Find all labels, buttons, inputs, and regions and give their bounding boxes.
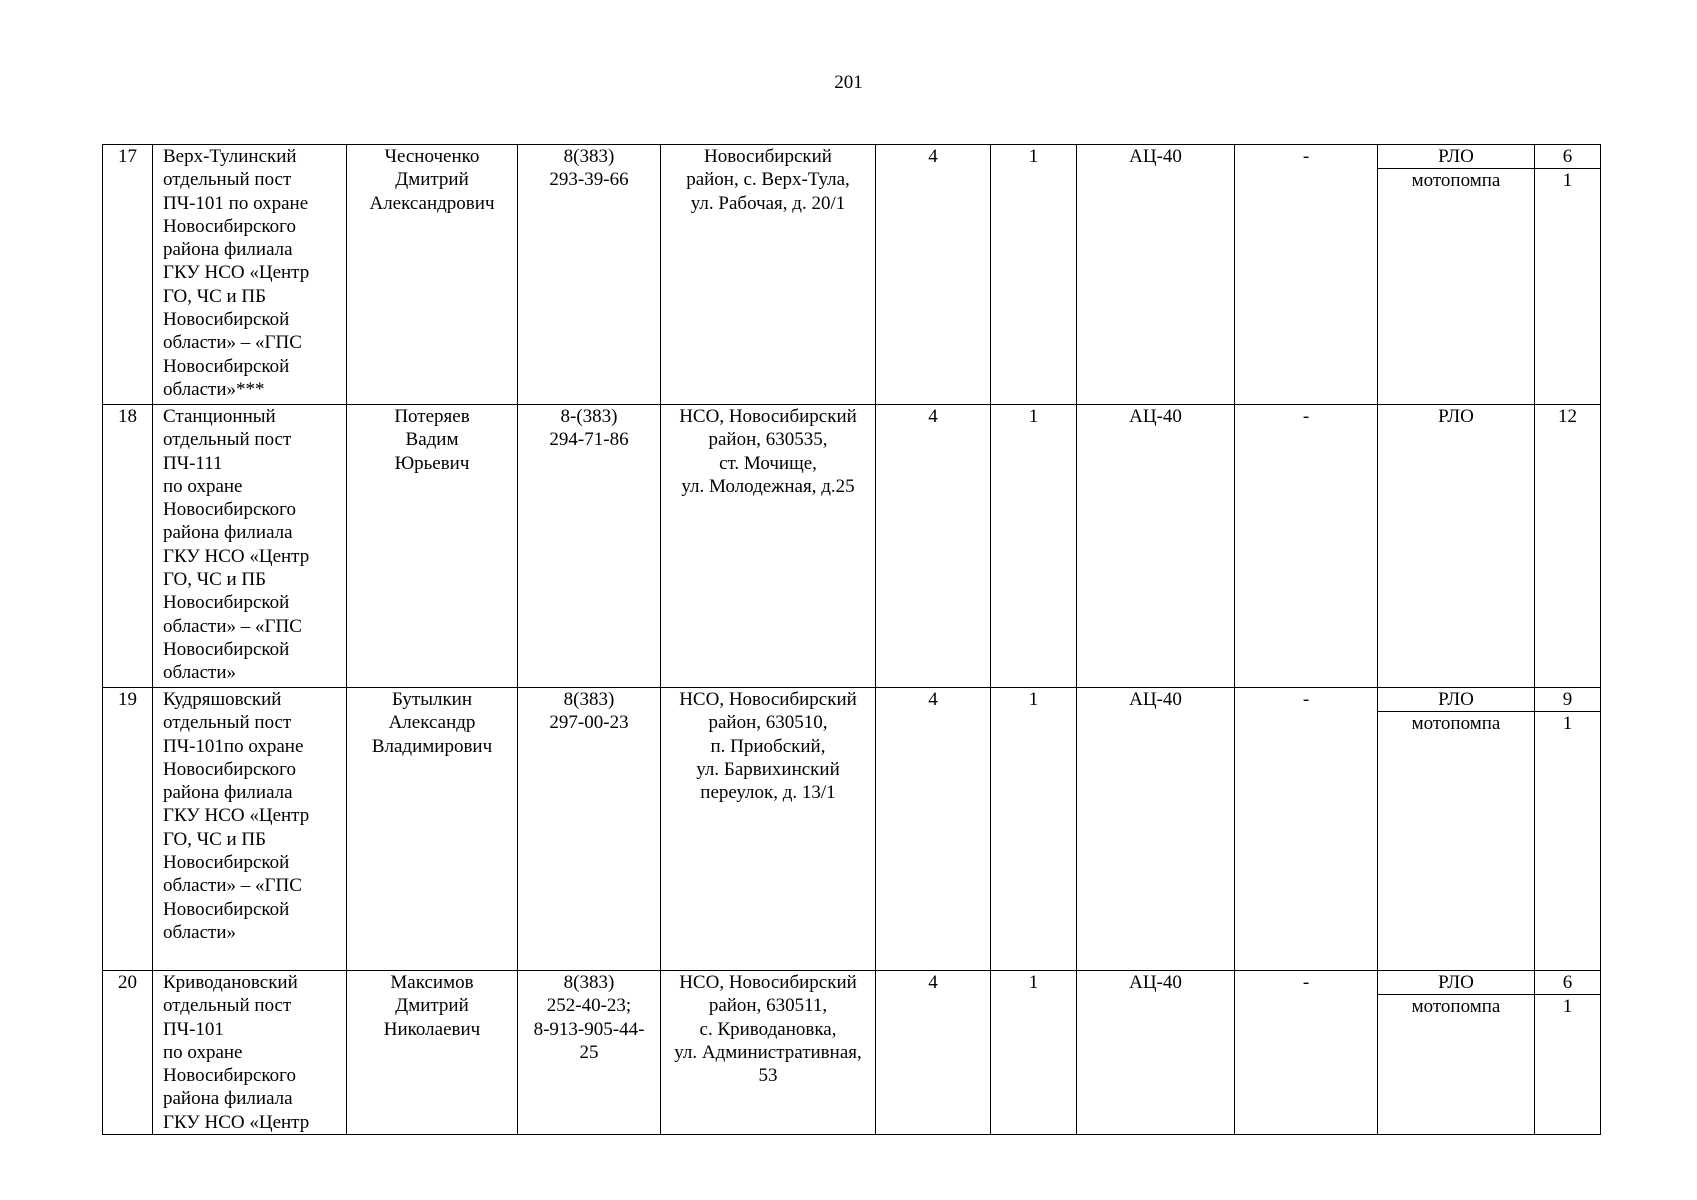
equipment-count: 1 <box>1562 713 1573 734</box>
vehicle: АЦ-40 <box>1077 405 1235 688</box>
units-count: 1 <box>991 688 1077 971</box>
equipment-type: мотопомпа <box>1411 996 1501 1017</box>
post-name: Верх-Тулинский отдельный пост ПЧ-101 по охране Новосибирского района филиала ГКУ НСО «Центр ГО, ЧС и ПБ Новосибирской области» – «ГПС Новосибирской области»*** <box>153 145 347 405</box>
equipment-type: РЛО <box>1378 405 1535 688</box>
personnel-count: 4 <box>876 145 991 405</box>
phone: 8(383) 297-00-23 <box>518 688 661 971</box>
phone: 8(383) 252-40-23; 8-913-905-44- 25 <box>518 971 661 1135</box>
equipment-count: 6 <box>1535 971 1600 995</box>
table-row <box>103 145 1601 405</box>
vehicle: АЦ-40 <box>1077 971 1235 1135</box>
equipment-count: 1 <box>1562 170 1573 191</box>
equipment-types <box>1378 145 1535 405</box>
fire-posts-table <box>102 144 1601 1135</box>
vehicle: АЦ-40 <box>1077 688 1235 971</box>
equipment-count: 9 <box>1535 688 1600 712</box>
row-number: 19 <box>103 688 153 971</box>
head-name: Чесноченко Дмитрий Александрович <box>347 145 518 405</box>
post-name: Криводановский отдельный пост ПЧ-101 по охране Новосибирского района филиала ГКУ НСО «Центр <box>153 971 347 1135</box>
equipment-counts <box>1535 688 1601 971</box>
page-number: 201 <box>834 72 863 93</box>
table-row <box>103 405 1601 688</box>
equipment-type: мотопомпа <box>1411 170 1501 191</box>
head-name: Максимов Дмитрий Николаевич <box>347 971 518 1135</box>
personnel-count: 4 <box>876 405 991 688</box>
phone: 8-(383) 294-71-86 <box>518 405 661 688</box>
vehicle: АЦ-40 <box>1077 145 1235 405</box>
row-number: 20 <box>103 971 153 1135</box>
address: НСО, Новосибирский район, 630511, с. Криводановка, ул. Административная, 53 <box>661 971 876 1135</box>
row-number: 18 <box>103 405 153 688</box>
personnel-count: 4 <box>876 688 991 971</box>
equipment-types <box>1378 971 1535 1135</box>
equipment-types <box>1378 688 1535 971</box>
head-name: Потеряев Вадим Юрьевич <box>347 405 518 688</box>
units-count: 1 <box>991 405 1077 688</box>
address: НСО, Новосибирский район, 630510, п. Приобский, ул. Барвихинский переулок, д. 13/1 <box>661 688 876 971</box>
equipment-count: 12 <box>1535 405 1601 688</box>
equipment-type: РЛО <box>1378 688 1534 712</box>
equipment-count: 1 <box>1562 996 1573 1017</box>
address: НСО, Новосибирский район, 630535, ст. Мочище, ул. Молодежная, д.25 <box>661 405 876 688</box>
phone: 8(383) 293-39-66 <box>518 145 661 405</box>
personnel-count: 4 <box>876 971 991 1135</box>
units-count: 1 <box>991 971 1077 1135</box>
head-name: Бутылкин Александр Владимирович <box>347 688 518 971</box>
row-number: 17 <box>103 145 153 405</box>
units-count: 1 <box>991 145 1077 405</box>
address: Новосибирский район, с. Верх-Тула, ул. Рабочая, д. 20/1 <box>661 145 876 405</box>
equipment-count: 6 <box>1535 145 1600 169</box>
special-equipment: - <box>1235 405 1378 688</box>
equipment-type: РЛО <box>1378 971 1534 995</box>
special-equipment: - <box>1235 145 1378 405</box>
special-equipment: - <box>1235 971 1378 1135</box>
post-name: Кудряшовский отдельный пост ПЧ-101по охране Новосибирского района филиала ГКУ НСО «Центр ГО, ЧС и ПБ Новосибирской области» – «ГПС Новосибирской области» <box>153 688 347 971</box>
equipment-counts <box>1535 971 1601 1135</box>
equipment-counts <box>1535 145 1601 405</box>
equipment-type: мотопомпа <box>1411 713 1501 734</box>
special-equipment: - <box>1235 688 1378 971</box>
equipment-type: РЛО <box>1378 145 1534 169</box>
post-name: Станционный отдельный пост ПЧ-111 по охране Новосибирского района филиала ГКУ НСО «Центр ГО, ЧС и ПБ Новосибирской области» – «ГПС Новосибирской области» <box>153 405 347 688</box>
table-row <box>103 688 1601 971</box>
table-row <box>103 971 1601 1135</box>
